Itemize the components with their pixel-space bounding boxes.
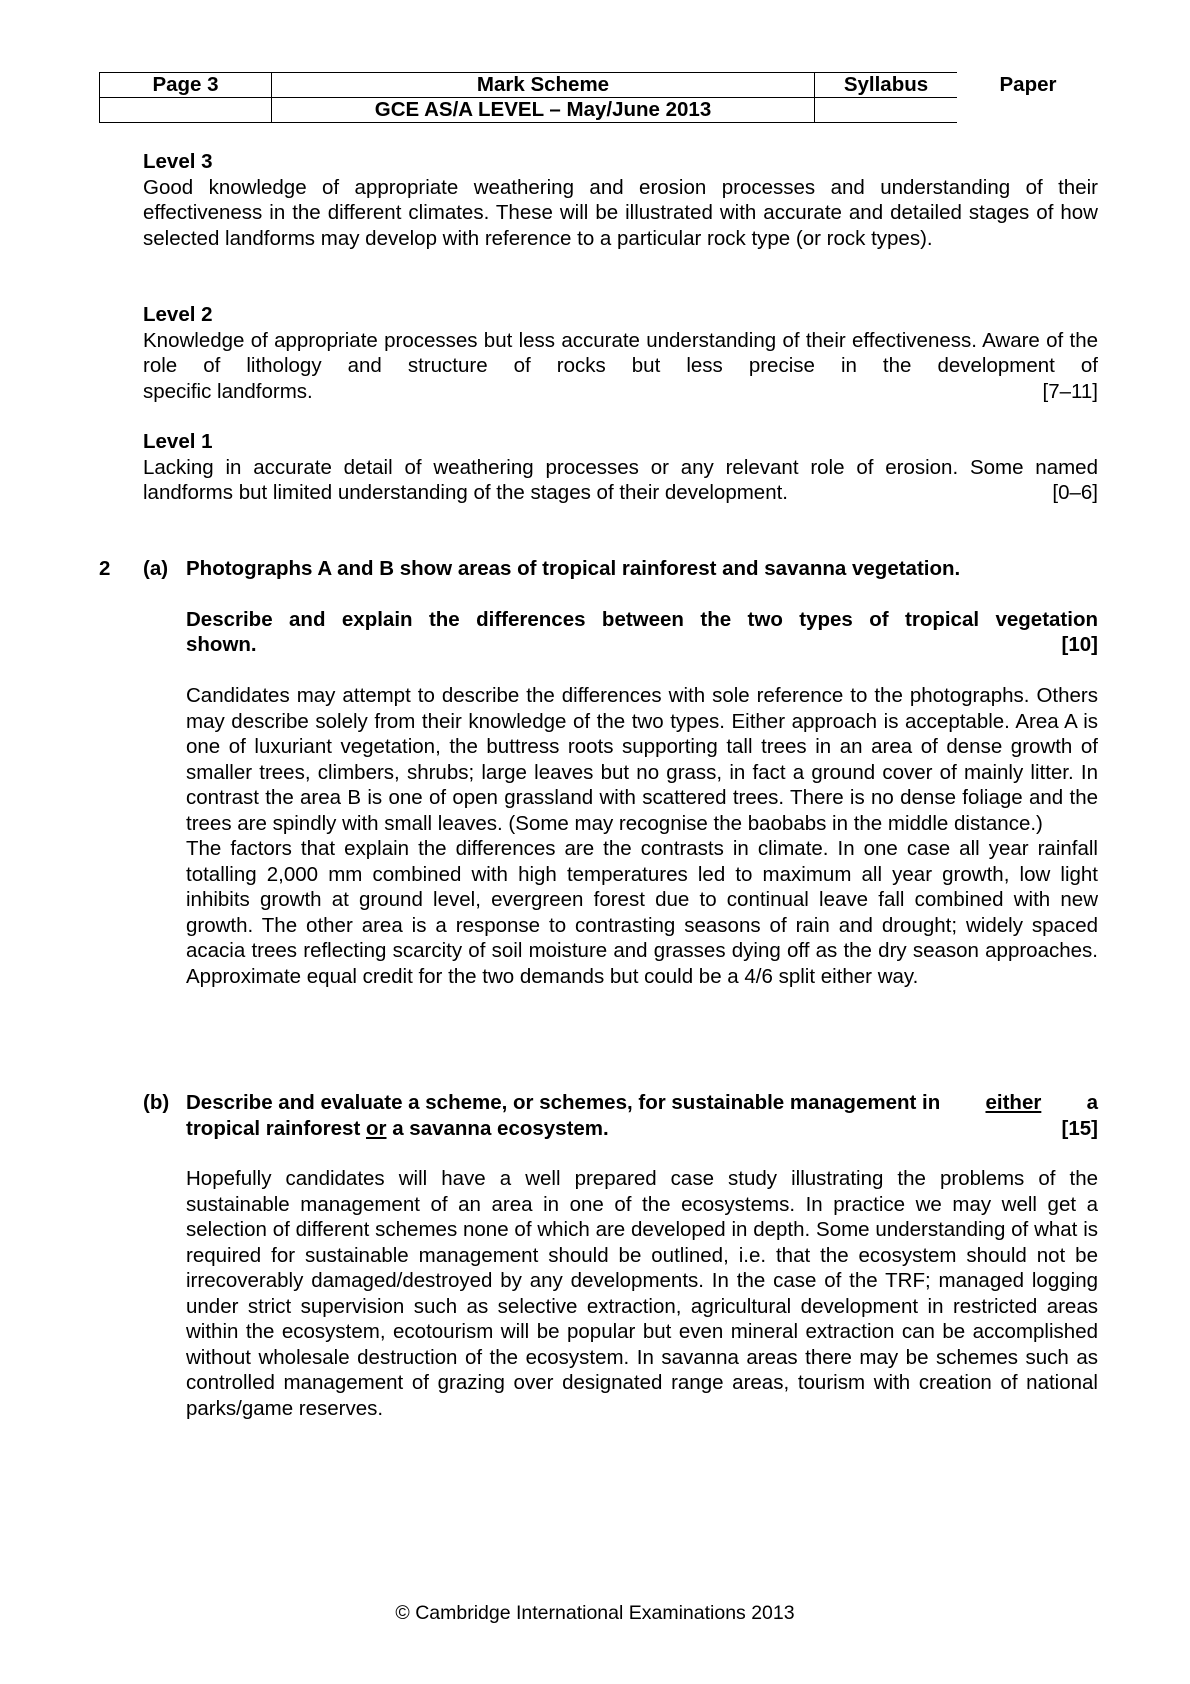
level1-title: Level 1 <box>143 430 213 453</box>
part-a-label: (a) <box>143 557 169 580</box>
part-b-q-part2: a <box>1086 1091 1098 1114</box>
level1-text: Lacking in accurate detail of weathering processes or any relevant role of erosion. Some named <box>143 455 1098 479</box>
level1-last-line: landforms but limited understanding of the stages of their development. <box>143 481 788 504</box>
empty-cell <box>100 98 272 123</box>
question-number: 2 <box>99 557 111 580</box>
part-a-answer <box>186 683 1098 989</box>
part-b-q-line2-part1: tropical rainforest <box>186 1116 361 1140</box>
paper-label: Paper <box>999 73 1057 96</box>
part-b-label: (b) <box>143 1091 170 1114</box>
part-a-answer-p1: Candidates may attempt to describe the differences with sole reference to the photographs. Others may describe solely from their knowledge of the two types. Either approach is acceptable. Area A is one of luxuriant vegetation, the buttress roots supporting tall trees in an area of dense growth of smaller trees, climbers, shrubs; large leaves but no grass, in fact a ground cover of mainly litter. In contrast the area B is one of open grassland with scattered trees. There is no dense foliage and the trees are spindly with small leaves. (Some may recognise the baobabs in the middle distance.) <box>186 684 1098 835</box>
part-a-question-1: Photographs A and B show areas of tropical rainforest and savanna vegetation. <box>186 557 961 580</box>
level2-mark: [7–11] <box>1042 379 1098 403</box>
empty-cell <box>957 98 1100 123</box>
part-b-mark: [15] <box>1061 1116 1098 1140</box>
level2-title: Level 2 <box>143 303 213 326</box>
part-b-q-or: or <box>366 1116 387 1140</box>
part-a-mark: [10] <box>1061 633 1098 656</box>
part-a-question-2: Describe and explain the differences between the two types of tropical vegetation <box>186 607 1098 631</box>
header-table <box>99 72 1100 123</box>
level1-mark: [0–6] <box>1052 481 1098 504</box>
part-a-question <box>186 556 1098 658</box>
part-b-q-part1: Describe and evaluate a scheme, or schemes, for sustainable management in <box>186 1091 941 1114</box>
level2-text: Knowledge of appropriate processes but less accurate understanding of their effectiveness. Aware of the role of lithology and structure of rocks but less precise in the development of <box>143 328 1098 377</box>
level3-title: Level 3 <box>143 150 213 173</box>
part-b-answer <box>186 1166 1098 1421</box>
part-b-question <box>186 1090 1098 1141</box>
part-b-q-line2-part2: a savanna ecosystem. <box>392 1116 609 1140</box>
level1-section <box>143 429 1098 506</box>
level3-section <box>143 149 1098 251</box>
level2-last-line: specific landforms. <box>143 379 313 403</box>
level2-section <box>143 302 1098 404</box>
part-a-answer-p2: The factors that explain the differences are the contrasts in climate. In one case all year rainfall totalling 2,000 mm combined with high temperatures led to maximum all year growth, low light inhibits growth at ground level, evergreen forest due to continual leave fall combined with new growth. The other area is a response to contrasting seasons of rain and drought; widely spaced acacia trees reflecting scarcity of soil moisture and grasses dying off as the dry season approaches. Approximate equal credit for the two demands but could be a 4/6 split either way. <box>186 837 1098 988</box>
footer-copyright: © Cambridge International Examinations 2013 <box>395 1602 795 1624</box>
page-label: Page 3 <box>100 73 272 98</box>
level3-text: Good knowledge of appropriate weathering and erosion processes and understanding of their effectiveness in the different climates. These will be illustrated with accurate and detailed stages of how selected landforms may develop with reference to a particular rock type (or rock types). <box>143 175 1098 250</box>
header-subtitle: GCE AS/A LEVEL – May/June 2013 <box>272 98 815 123</box>
part-b-q-either: either <box>985 1091 1042 1114</box>
part-a-question-2-last: shown. <box>186 633 257 656</box>
syllabus-label: Syllabus <box>815 73 958 98</box>
empty-cell <box>815 98 958 123</box>
header-title: Mark Scheme <box>272 73 815 98</box>
part-b-answer-text: Hopefully candidates will have a well prepared case study illustrating the problems of the sustainable management of an area in one of the ecosystems. In practice we may well get a selection of different schemes none of which are developed in depth. Some understanding of what is required for sustainable management should be outlined, i.e. that the ecosystem should not be irrecoverably damaged/destroyed by any developments. In the case of the TRF; managed logging under strict supervision such as selective extraction, agricultural development in restricted areas within the ecosystem, ecotourism will be popular but even mineral extraction can be accomplished without wholesale destruction of the ecosystem. In savanna areas there may be schemes such as controlled management of grazing over designated range areas, tourism with creation of national parks/game reserves. <box>186 1167 1098 1420</box>
